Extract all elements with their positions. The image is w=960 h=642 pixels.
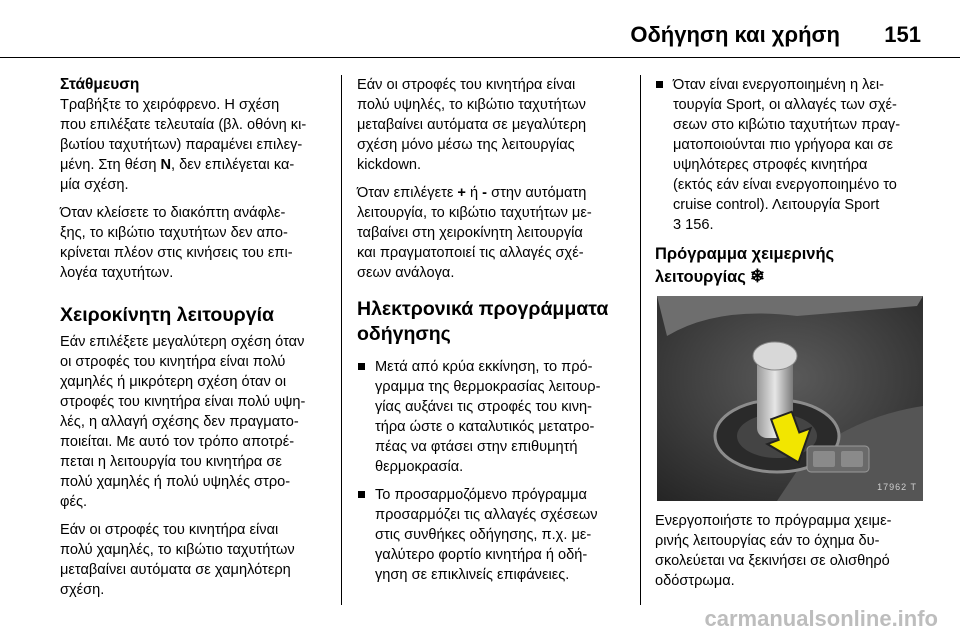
page-reference: 3 156. [673, 217, 714, 233]
kickdown-paragraph: Εάν οι στροφές του κινητήρα είναι πολύ υψηλές, το κιβώτιο ταχυτήτων μεταβαίνει αυτόματα σε μεγαλύτερη σχέση μόνο μέσω της λειτουργίας kickdown. [357, 77, 587, 173]
list-item-text: Όταν είναι ενεργοποιημένη η λει- τουργία Sport, οι αλλαγές των σχέ- σεων στο κιβώτιο ταχυτήτων πραγ- ματοποιούνται πιο γρήγορα και σε υψηλότερες στροφές κινητήρα (εκτός εάν είναι ενεργοποιημένο το cruise control). Λειτουργία Sport [673, 77, 901, 213]
text-run: Τραβήξτε το χειρόφρενο. Η σχέση που επιλέξατε τελευταία (βλ. οθόνη κι- βωτίου ταχυτήτων) παραμένει επιλεγ- μένη. Στη θέση [60, 97, 307, 173]
list-item [655, 75, 925, 235]
winter-paragraph: Ενεργοποιήστε το πρόγραμμα χειμε- ρινής λειτουργίας εάν το όχημα δυ- σκολεύεται να ξεκινήσει σε ολισθηρό οδόστρωμα. [655, 513, 892, 589]
electronic-programs-heading: Ηλεκτρονικά προγράμματα οδήγησης [357, 298, 609, 345]
gear-n-label: N [160, 157, 172, 173]
list-item [357, 485, 625, 585]
parking-paragraph-1 [60, 95, 330, 195]
plus-symbol: + [457, 185, 466, 201]
snowflake-icon: ❄ [749, 266, 765, 286]
bullet-icon [358, 363, 365, 370]
gear-selector-illustration [657, 296, 923, 501]
figure-code: 17962 T [877, 482, 917, 492]
page-number: 151 [884, 22, 921, 47]
parking-paragraph-2: Όταν κλείσετε το διακόπτη ανάφλε- ξης, το κιβώτιο ταχυτήτων δεν απο- κρίνεται πλέον στις κινήσεις του επι- λογέα ταχυτήτων. [60, 205, 293, 281]
text-run: ή [465, 185, 483, 201]
winter-button [813, 451, 835, 467]
column-left [60, 75, 330, 608]
bullet-icon [358, 491, 365, 498]
bullet-icon [656, 81, 663, 88]
column-divider [341, 75, 342, 605]
gear-selector-drawing [657, 296, 923, 501]
list-item-text: Μετά από κρύα εκκίνηση, το πρό- γραμμα της θερμοκρασίας λειτουρ- γίας αυξάνει τις στροφές του κινη- τήρα ώστε ο καταλυτικός μετατρο- πέας να φτάσει στην επιθυμητή θερμοκρασία. [375, 359, 601, 475]
watermark: carmanualsonline.info [704, 606, 938, 631]
sport-button [841, 451, 863, 467]
manual-paragraph-1: Εάν επιλέξετε μεγαλύτερη σχέση όταν οι στροφές του κινητήρα είναι πολύ χαμηλές ή μικρότερη σχέση όταν οι στροφές του κινητήρα είναι πολύ υψη- λές, η αλλαγή σχέσης δεν πραγματο- ποιείται. Με αυτό τον τρόπο αποτρέ- πεται η λειτουργία του κινητήρα σε πολύ χαμηλές ή πολύ υψηλές στρο- φές. [60, 334, 306, 510]
column-middle [357, 75, 625, 593]
parking-heading: Στάθμευση [60, 76, 140, 93]
heading-text: Πρόγραμμα χειμερινής λειτουργίας [655, 245, 835, 286]
minus-symbol: - [482, 185, 488, 201]
header-rule [0, 57, 960, 58]
page-title: Οδήγηση και χρήση [630, 22, 840, 47]
manual-paragraph-2: Εάν οι στροφές του κινητήρα είναι πολύ χαμηλές, το κιβώτιο ταχυτήτων μεταβαίνει αυτόματα σε χαμηλότερη σχέση. [60, 522, 295, 598]
text-run: Όταν επιλέγετε [357, 185, 458, 201]
winter-program-heading [655, 243, 925, 288]
text-run: στην αυτόματη λειτουργία, το κιβώτιο ταχυτήτων με- ταβαίνει στη χειροκίνητη λειτουργία και πραγματοποιεί τις αλλαγές σχέ- σεων ανάλογα. [357, 185, 592, 281]
page-header [0, 0, 960, 58]
list-item-text: Το προσαρμοζόμενο πρόγραμμα προσαρμόζει τις αλλαγές σχέσεων στις συνθήκες οδήγησης, π.χ. με- γαλύτερο φορτίο κινητήρα ή οδή- γηση σε επικλινείς επιφάνειες. [375, 487, 598, 583]
column-right [655, 75, 925, 599]
list-item [357, 357, 625, 477]
column-divider [640, 75, 641, 605]
plus-minus-paragraph [357, 183, 625, 283]
gear-knob [753, 342, 797, 370]
manual-mode-heading: Χειροκίνητη λειτουργία [60, 304, 274, 326]
text-run: , δεν επιλέγεται κα- μία σχέση. [60, 157, 295, 193]
